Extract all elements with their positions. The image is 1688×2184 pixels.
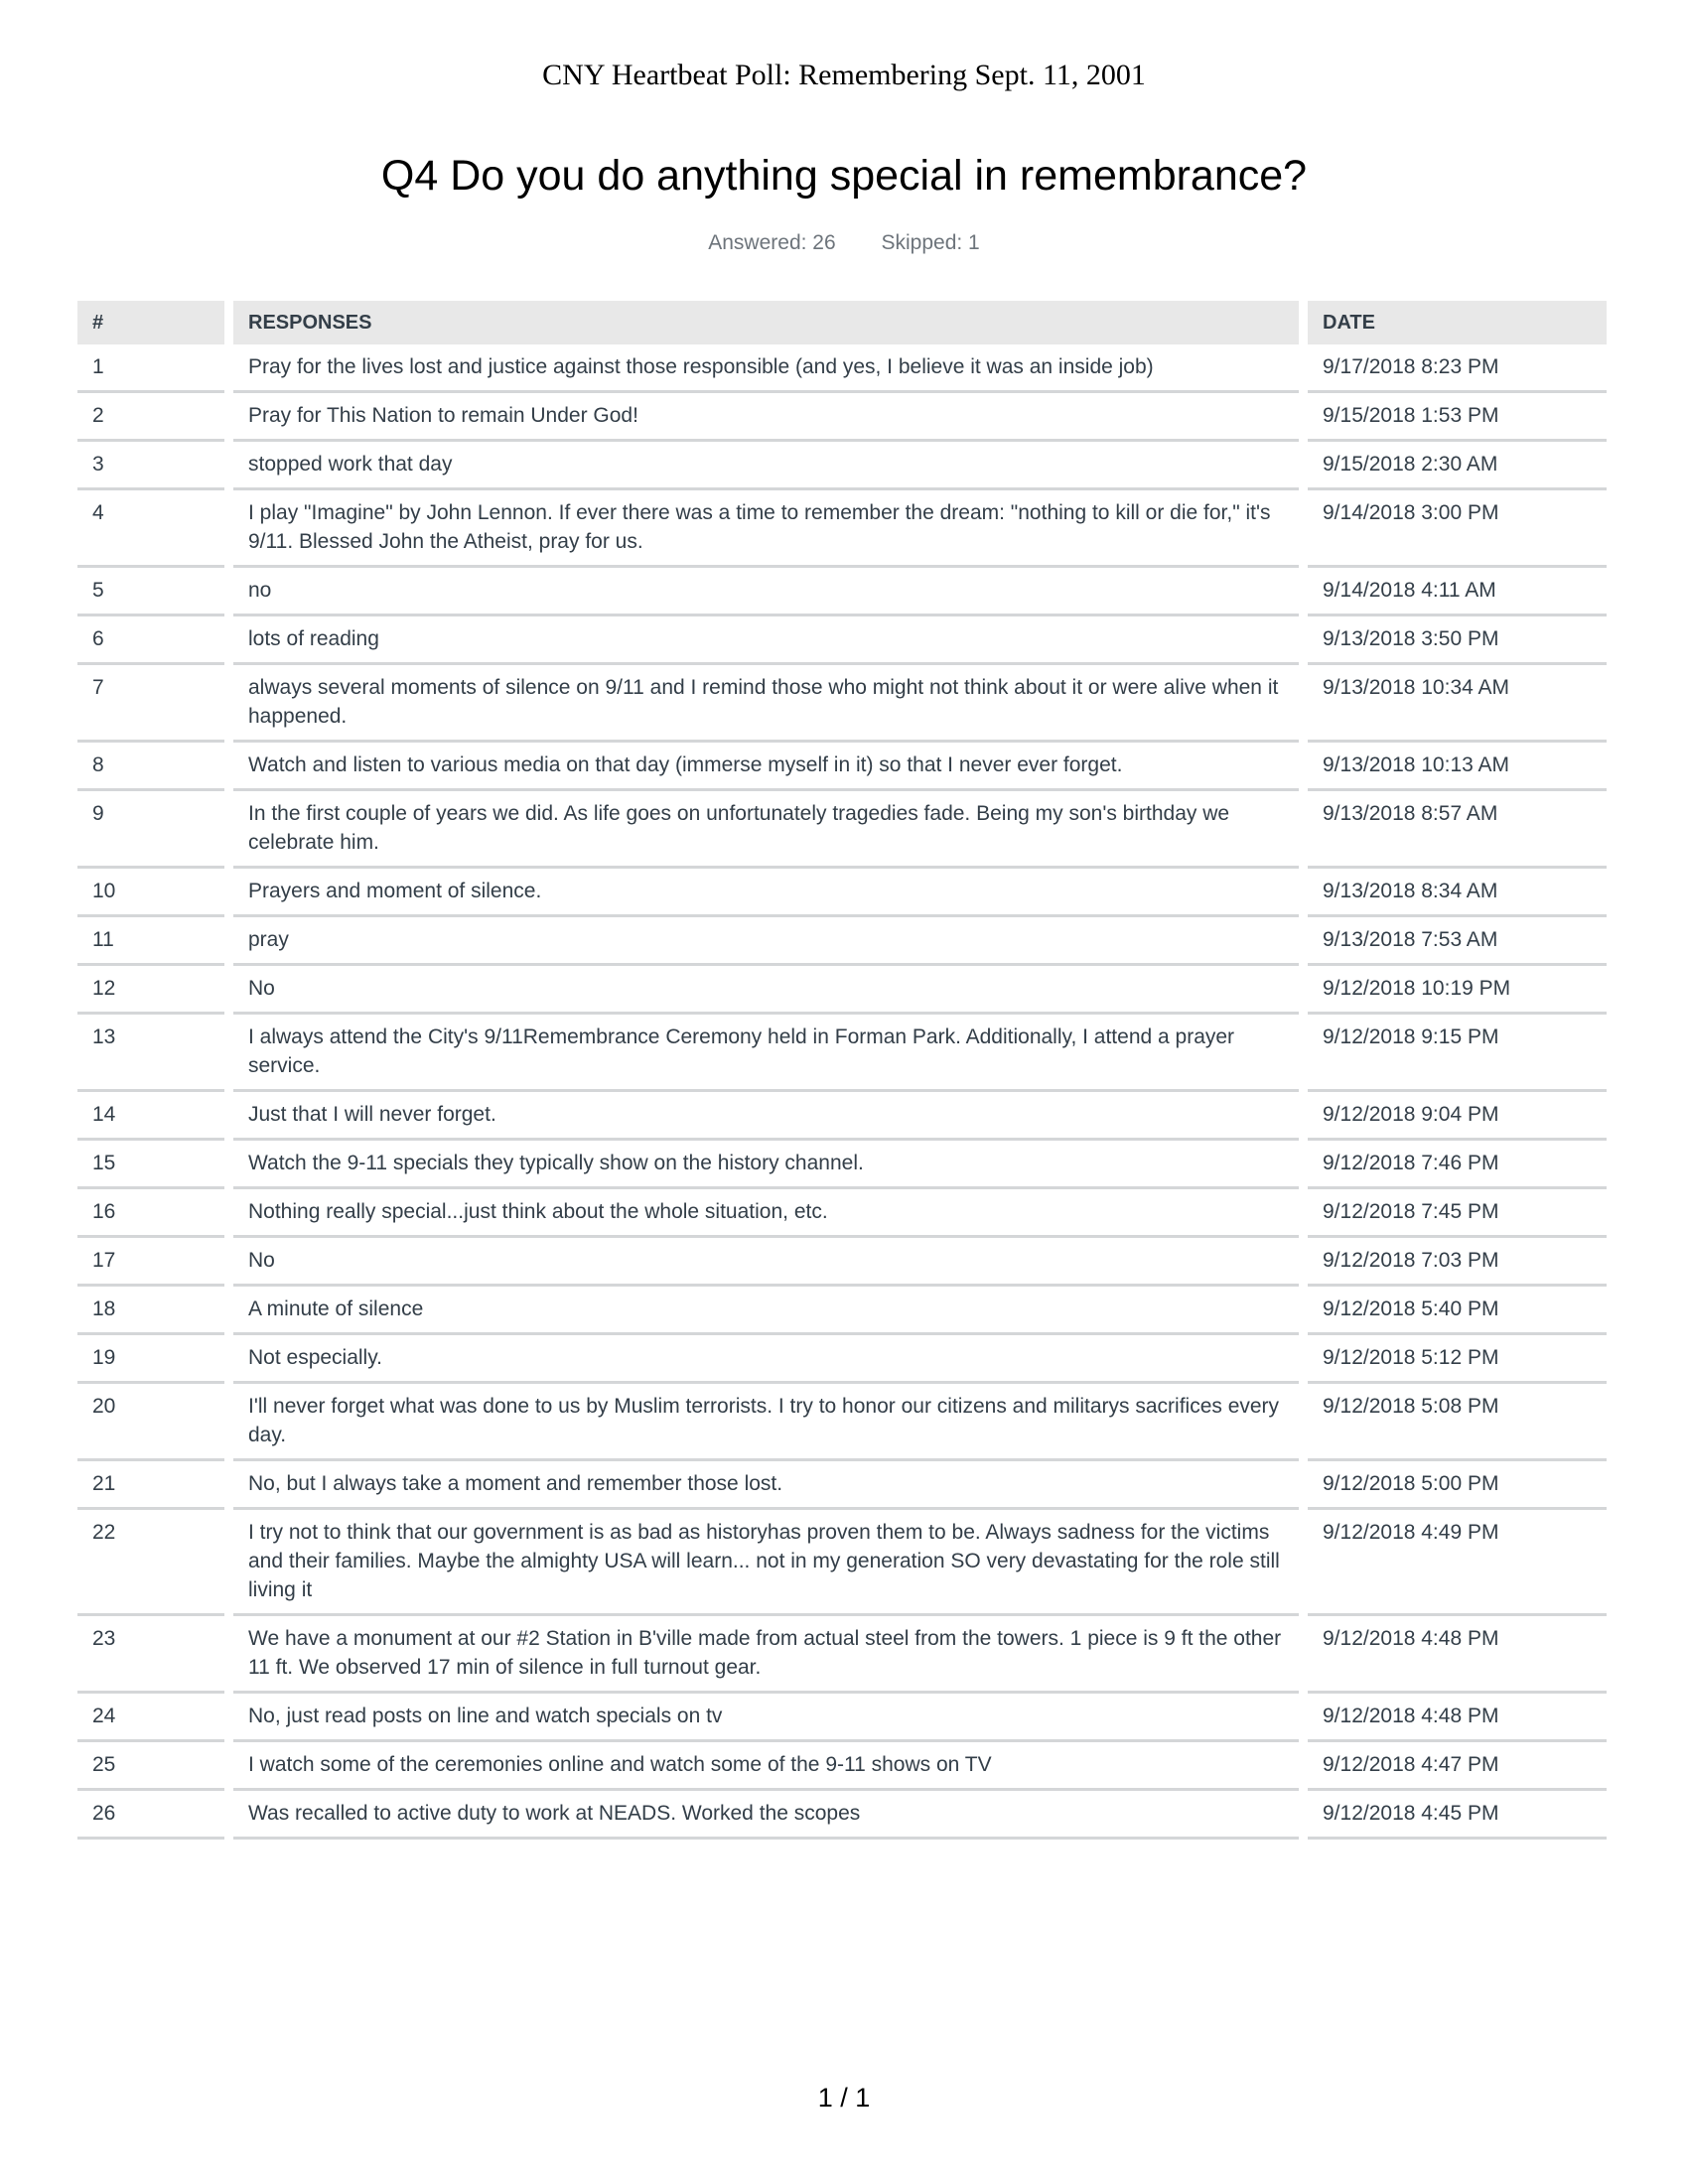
table-row <box>77 966 1607 1015</box>
response-cell: always several moments of silence on 9/11 and I remind those who might not think about it or were alive when it happened. <box>233 665 1299 743</box>
response-cell: I try not to think that our government is as bad as historyhas proven them to be. Always sadness for the victims and their families. Maybe the almighty USA will learn... not in my generation SO very devastating for the role still living it <box>233 1510 1299 1616</box>
response-cell: In the first couple of years we did. As life goes on unfortunately tragedies fade. Being my son's birthday we celebrate him. <box>233 791 1299 869</box>
table-row <box>77 791 1607 869</box>
row-number-cell: 4 <box>77 490 224 568</box>
row-number-cell: 25 <box>77 1742 224 1791</box>
response-cell: Prayers and moment of silence. <box>233 869 1299 917</box>
page-number: 1 / 1 <box>817 2083 871 2113</box>
response-cell: No <box>233 966 1299 1015</box>
response-cell: We have a monument at our #2 Station in B'ville made from actual steel from the towers. 1 piece is 9 ft the other 11 ft. We observed 17 min of silence in full turnout gear. <box>233 1616 1299 1694</box>
date-cell: 9/12/2018 4:47 PM <box>1308 1742 1607 1791</box>
row-number-cell: 18 <box>77 1287 224 1335</box>
date-cell: 9/12/2018 9:04 PM <box>1308 1092 1607 1141</box>
response-cell: Watch and listen to various media on that day (immerse myself in it) so that I never ever forget. <box>233 743 1299 791</box>
row-number-cell: 23 <box>77 1616 224 1694</box>
date-cell: 9/12/2018 7:45 PM <box>1308 1189 1607 1238</box>
responses-table <box>69 301 1616 1840</box>
question-title: Q4 Do you do anything special in remembrance? <box>380 152 1308 200</box>
table-row <box>77 869 1607 917</box>
date-cell: 9/15/2018 1:53 PM <box>1308 393 1607 442</box>
date-cell: 9/12/2018 5:00 PM <box>1308 1461 1607 1510</box>
row-number-cell: 12 <box>77 966 224 1015</box>
table-row <box>77 1510 1607 1616</box>
table-row <box>77 1335 1607 1384</box>
table-row <box>77 1694 1607 1742</box>
table-header-number: # <box>77 301 224 344</box>
row-number-cell: 21 <box>77 1461 224 1510</box>
date-cell: 9/12/2018 5:08 PM <box>1308 1384 1607 1461</box>
row-number-cell: 9 <box>77 791 224 869</box>
response-cell: Watch the 9-11 specials they typically show on the history channel. <box>233 1141 1299 1189</box>
response-cell: pray <box>233 917 1299 966</box>
response-cell: Was recalled to active duty to work at NEADS. Worked the scopes <box>233 1791 1299 1840</box>
response-cell: I play "Imagine" by John Lennon. If ever there was a time to remember the dream: "nothing to kill or die for," it's 9/11. Blessed John the Atheist, pray for us. <box>233 490 1299 568</box>
row-number-cell: 2 <box>77 393 224 442</box>
table-row <box>77 344 1607 393</box>
date-cell: 9/14/2018 3:00 PM <box>1308 490 1607 568</box>
table-row <box>77 442 1607 490</box>
row-number-cell: 13 <box>77 1015 224 1092</box>
date-cell: 9/14/2018 4:11 AM <box>1308 568 1607 616</box>
table-row <box>77 1238 1607 1287</box>
table-row <box>77 490 1607 568</box>
response-cell: stopped work that day <box>233 442 1299 490</box>
row-number-cell: 11 <box>77 917 224 966</box>
response-cell: no <box>233 568 1299 616</box>
response-cell: No, but I always take a moment and remember those lost. <box>233 1461 1299 1510</box>
table-header-responses: RESPONSES <box>233 301 1299 344</box>
date-cell: 9/13/2018 8:57 AM <box>1308 791 1607 869</box>
date-cell: 9/12/2018 4:48 PM <box>1308 1694 1607 1742</box>
table-row <box>77 1384 1607 1461</box>
table-row <box>77 1189 1607 1238</box>
row-number-cell: 10 <box>77 869 224 917</box>
table-row <box>77 568 1607 616</box>
table-header-date: DATE <box>1308 301 1607 344</box>
date-cell: 9/13/2018 10:13 AM <box>1308 743 1607 791</box>
date-cell: 9/12/2018 4:45 PM <box>1308 1791 1607 1840</box>
row-number-cell: 6 <box>77 616 224 665</box>
table-row <box>77 1461 1607 1510</box>
response-cell: No <box>233 1238 1299 1287</box>
table-row <box>77 616 1607 665</box>
response-cell: Nothing really special...just think about the whole situation, etc. <box>233 1189 1299 1238</box>
table-row <box>77 1287 1607 1335</box>
row-number-cell: 1 <box>77 344 224 393</box>
response-cell: Not especially. <box>233 1335 1299 1384</box>
skipped-stat: Skipped: 1 <box>881 231 980 254</box>
date-cell: 9/12/2018 7:46 PM <box>1308 1141 1607 1189</box>
date-cell: 9/12/2018 9:15 PM <box>1308 1015 1607 1092</box>
date-cell: 9/13/2018 10:34 AM <box>1308 665 1607 743</box>
date-cell: 9/17/2018 8:23 PM <box>1308 344 1607 393</box>
date-cell: 9/12/2018 4:48 PM <box>1308 1616 1607 1694</box>
table-row <box>77 917 1607 966</box>
table-row <box>77 1015 1607 1092</box>
row-number-cell: 17 <box>77 1238 224 1287</box>
date-cell: 9/15/2018 2:30 AM <box>1308 442 1607 490</box>
row-number-cell: 7 <box>77 665 224 743</box>
response-cell: A minute of silence <box>233 1287 1299 1335</box>
response-cell: I watch some of the ceremonies online and watch some of the 9-11 shows on TV <box>233 1742 1299 1791</box>
response-cell: Pray for This Nation to remain Under God! <box>233 393 1299 442</box>
table-header-row <box>77 301 1607 344</box>
date-cell: 9/13/2018 8:34 AM <box>1308 869 1607 917</box>
row-number-cell: 20 <box>77 1384 224 1461</box>
date-cell: 9/12/2018 5:12 PM <box>1308 1335 1607 1384</box>
row-number-cell: 15 <box>77 1141 224 1189</box>
response-cell: I always attend the City's 9/11Remembrance Ceremony held in Forman Park. Additionally, I attend a prayer service. <box>233 1015 1299 1092</box>
date-cell: 9/12/2018 7:03 PM <box>1308 1238 1607 1287</box>
table-row <box>77 1092 1607 1141</box>
date-cell: 9/13/2018 7:53 AM <box>1308 917 1607 966</box>
row-number-cell: 19 <box>77 1335 224 1384</box>
table-row <box>77 1791 1607 1840</box>
response-stats <box>0 230 1688 255</box>
table-row <box>77 665 1607 743</box>
row-number-cell: 5 <box>77 568 224 616</box>
row-number-cell: 26 <box>77 1791 224 1840</box>
response-cell: Just that I will never forget. <box>233 1092 1299 1141</box>
table-body <box>77 344 1607 1840</box>
table-row <box>77 1742 1607 1791</box>
date-cell: 9/12/2018 10:19 PM <box>1308 966 1607 1015</box>
table-row <box>77 743 1607 791</box>
date-cell: 9/12/2018 5:40 PM <box>1308 1287 1607 1335</box>
page-title: CNY Heartbeat Poll: Remembering Sept. 11, 2001 <box>542 59 1146 91</box>
response-cell: lots of reading <box>233 616 1299 665</box>
row-number-cell: 14 <box>77 1092 224 1141</box>
table-row <box>77 1141 1607 1189</box>
row-number-cell: 3 <box>77 442 224 490</box>
response-cell: I'll never forget what was done to us by Muslim terrorists. I try to honor our citizens and militarys sacrifices every day. <box>233 1384 1299 1461</box>
date-cell: 9/12/2018 4:49 PM <box>1308 1510 1607 1616</box>
row-number-cell: 8 <box>77 743 224 791</box>
row-number-cell: 22 <box>77 1510 224 1616</box>
row-number-cell: 24 <box>77 1694 224 1742</box>
answered-stat: Answered: 26 <box>708 231 836 254</box>
response-cell: Pray for the lives lost and justice against those responsible (and yes, I believe it was an inside job) <box>233 344 1299 393</box>
table-row <box>77 1616 1607 1694</box>
response-cell: No, just read posts on line and watch specials on tv <box>233 1694 1299 1742</box>
table-row <box>77 393 1607 442</box>
row-number-cell: 16 <box>77 1189 224 1238</box>
date-cell: 9/13/2018 3:50 PM <box>1308 616 1607 665</box>
